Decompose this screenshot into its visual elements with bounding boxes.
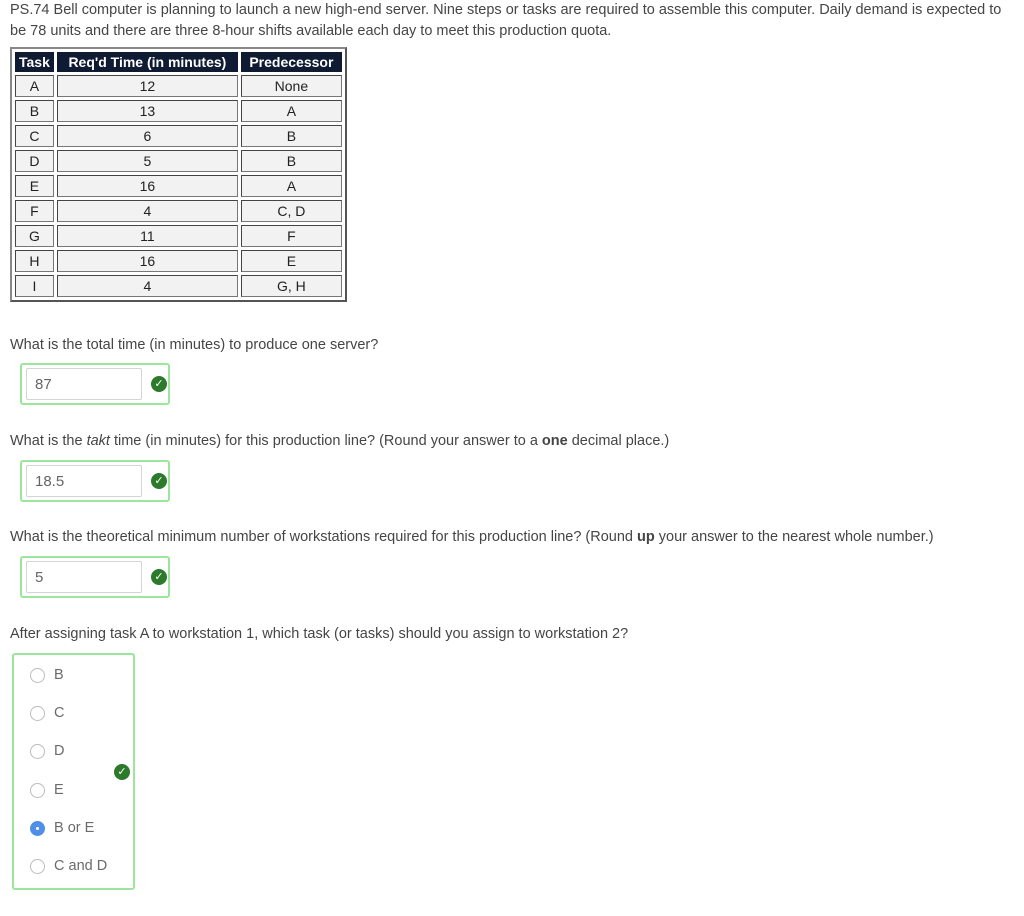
cell-task: G <box>15 225 54 247</box>
radio-option-b[interactable] <box>30 665 64 685</box>
question-3-text <box>10 529 934 545</box>
question-2-text-end: decimal place.) <box>567 433 670 449</box>
question-3-text-start: What is the theoretical minimum number of workstations required for this production line? (Round <box>10 529 638 545</box>
table-header-row <box>15 52 342 72</box>
check-circle-icon: ✓ <box>151 473 167 489</box>
table-row <box>15 225 342 247</box>
cell-predecessor: A <box>241 175 342 197</box>
question-4-text: After assigning task A to workstation 1, which task (or tasks) should you assign to workstation 2? <box>10 626 629 642</box>
problem-statement: PS.74 Bell computer is planning to launch a new high-end server. Nine steps or tasks are required to assemble this computer. Daily demand is expected to be 78 units and there are three 8-hour shifts available each day to meet this production quota. <box>10 2 1002 39</box>
radio-circle-icon[interactable] <box>30 783 45 798</box>
question-3-answer-input[interactable] <box>26 561 142 593</box>
question-2-text <box>10 433 669 449</box>
question-2-text-middle: time (in minutes) for this production line? (Round your answer to a <box>109 433 542 449</box>
cell-time: 13 <box>57 100 238 122</box>
cell-time: 6 <box>57 125 238 147</box>
cell-predecessor: None <box>241 75 342 97</box>
table-row <box>15 200 342 222</box>
cell-task: B <box>15 100 54 122</box>
question-1-answer-input[interactable] <box>26 368 142 400</box>
cell-predecessor: E <box>241 250 342 272</box>
cell-time: 11 <box>57 225 238 247</box>
radio-option-c[interactable] <box>30 703 64 723</box>
radio-option-d[interactable] <box>30 741 64 761</box>
radio-option-label: B or E <box>54 820 95 836</box>
cell-predecessor: B <box>241 125 342 147</box>
cell-task: F <box>15 200 54 222</box>
cell-task: A <box>15 75 54 97</box>
question-2-answer-box <box>20 460 170 502</box>
check-circle-icon: ✓ <box>151 569 167 585</box>
column-header-task: Task <box>15 52 54 72</box>
column-header-time: Req'd Time (in minutes) <box>57 52 238 72</box>
radio-selected-icon[interactable] <box>30 821 45 836</box>
radio-circle-icon[interactable] <box>30 744 45 759</box>
radio-option-b-or-e[interactable] <box>30 818 94 838</box>
cell-time: 4 <box>57 275 238 297</box>
radio-option-label: C <box>54 705 65 721</box>
question-1-text: What is the total time (in minutes) to produce one server? <box>10 337 379 353</box>
table-row <box>15 125 342 147</box>
question-3-answer-box <box>20 556 170 598</box>
cell-time: 5 <box>57 150 238 172</box>
question-4-options <box>12 653 135 890</box>
cell-predecessor: A <box>241 100 342 122</box>
cell-time: 4 <box>57 200 238 222</box>
cell-task: I <box>15 275 54 297</box>
cell-time: 16 <box>57 175 238 197</box>
cell-time: 12 <box>57 75 238 97</box>
cell-predecessor: F <box>241 225 342 247</box>
radio-option-label: E <box>54 782 64 798</box>
cell-predecessor: B <box>241 150 342 172</box>
question-3-bold: up <box>637 529 655 545</box>
question-1-answer-box <box>20 363 170 405</box>
table-row <box>15 75 342 97</box>
cell-task: C <box>15 125 54 147</box>
check-circle-icon: ✓ <box>151 376 167 392</box>
question-2-bold: one <box>541 433 568 449</box>
cell-task: D <box>15 150 54 172</box>
radio-option-label: C and D <box>54 858 108 874</box>
task-table <box>10 47 347 302</box>
radio-option-label: D <box>54 743 65 759</box>
column-header-predecessor: Predecessor <box>241 52 342 72</box>
question-2-answer-input[interactable] <box>26 465 142 497</box>
radio-option-e[interactable] <box>30 780 64 800</box>
question-2-text-start: What is the <box>10 433 87 449</box>
question-3-text-end: your answer to the nearest whole number.) <box>654 529 934 545</box>
table-row <box>15 275 342 297</box>
table-row <box>15 150 342 172</box>
cell-time: 16 <box>57 250 238 272</box>
cell-predecessor: C, D <box>241 200 342 222</box>
cell-task: H <box>15 250 54 272</box>
check-circle-icon: ✓ <box>114 764 130 780</box>
table-row <box>15 175 342 197</box>
radio-option-c-and-d[interactable] <box>30 856 107 876</box>
question-2-emphasis: takt <box>86 433 110 449</box>
radio-circle-icon[interactable] <box>30 859 45 874</box>
cell-task: E <box>15 175 54 197</box>
table-row <box>15 100 342 122</box>
cell-predecessor: G, H <box>241 275 342 297</box>
radio-option-label: B <box>54 667 64 683</box>
radio-circle-icon[interactable] <box>30 668 45 683</box>
table-row <box>15 250 342 272</box>
radio-circle-icon[interactable] <box>30 706 45 721</box>
